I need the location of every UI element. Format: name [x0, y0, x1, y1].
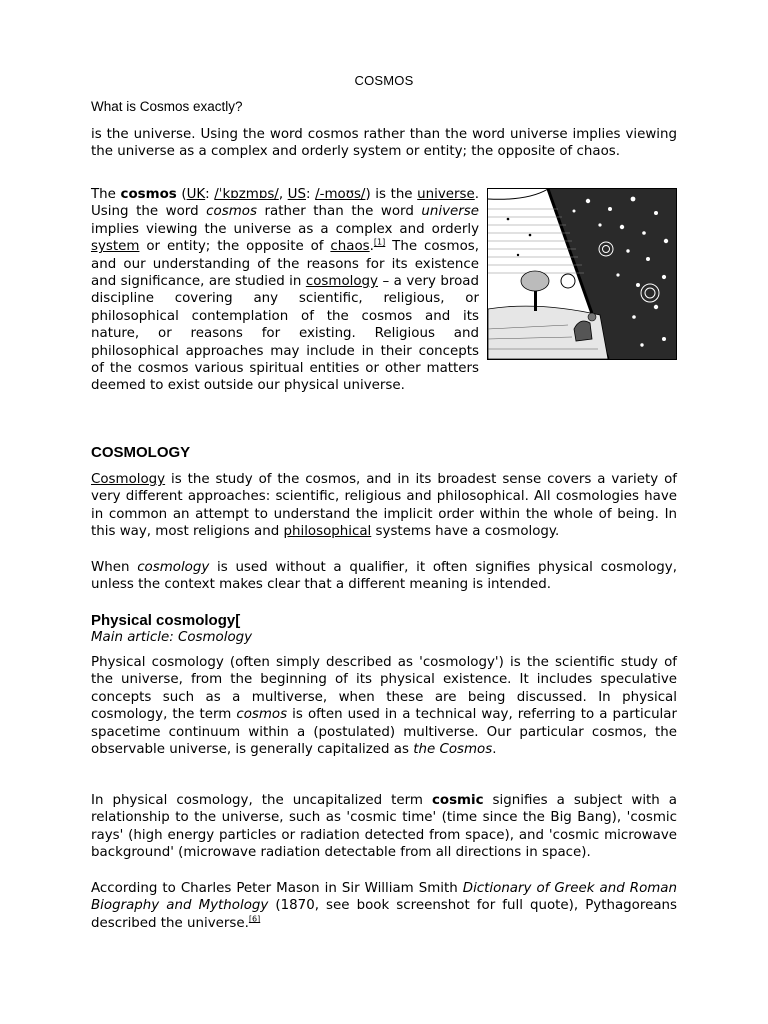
- chaos-link[interactable]: chaos: [330, 239, 370, 255]
- paragraph-text: is the study of the cosmos, and in its broadest sense covers a variety of very different approaches: scientific, religious and philosophical. All cosmologies have in common an attempt to understand the implicit order within the whole of being. In this way, most religions and: [91, 472, 677, 540]
- cosmology-heading: COSMOLOGY: [91, 444, 191, 461]
- cosmology-paragraph: [91, 471, 677, 541]
- definition-text: :: [305, 187, 316, 202]
- mason-paragraph: [91, 880, 677, 932]
- the-cosmos-italic: the Cosmos: [413, 742, 493, 758]
- definition-text: (: [176, 187, 187, 202]
- paragraph-text: When: [91, 560, 138, 575]
- definition-text: or entity; the opposite of: [139, 239, 331, 255]
- us-pronunciation-link[interactable]: /-moʊs/: [315, 187, 366, 202]
- paragraph-text: signifies a subject with a relationship to the universe, such as 'cosmic time' (time since the Big Bang), 'cosmic rays' (high energy particles or radiation detected from space), and 'cosmic microwave background' (microwave radiation detectable from all directions in space).: [91, 793, 677, 861]
- physical-cosmology-paragraph: [91, 654, 677, 758]
- cosmos-italic: cosmos: [236, 707, 288, 723]
- definition-text: ,: [278, 187, 288, 202]
- definition-text: ) is the: [365, 187, 418, 202]
- cosmic-paragraph: [91, 792, 677, 862]
- reference-1-link[interactable]: [1]: [373, 237, 386, 247]
- definition-text: rather than the word: [256, 204, 422, 220]
- cosmology-italic: cosmology: [137, 560, 210, 575]
- paragraph-text: is used without a qualifier, it often signifies physical cosmology, unless the context makes clear that a different meaning is intended.: [91, 560, 677, 593]
- cosmic-bold: cosmic: [431, 793, 484, 808]
- definition-text: The: [91, 187, 121, 202]
- dictionary-title-italic: Dictionary of Greek and Roman Biography and Mythology: [91, 881, 678, 914]
- qualifier-paragraph: [91, 559, 677, 594]
- cosmos-italic: cosmos: [206, 204, 257, 220]
- physical-cosmology-heading: Physical cosmology[: [91, 612, 241, 629]
- universe-link[interactable]: universe: [417, 187, 475, 202]
- system-link[interactable]: system: [91, 239, 140, 255]
- paragraph-text: According to Charles Peter Mason in Sir William Smith: [91, 881, 463, 896]
- paragraph-text: systems have a cosmology.: [371, 524, 560, 540]
- definition-text: The cosmos, and our understanding of the reasons for its existence and significance, are studied in: [91, 239, 479, 290]
- us-link[interactable]: US: [287, 187, 306, 202]
- flammarion-engraving-image: [487, 188, 677, 360]
- cosmology-link[interactable]: cosmology: [305, 274, 378, 290]
- uk-pronunciation-link[interactable]: /ˈkɒzmɒs/: [214, 187, 279, 202]
- cosmos-term: cosmos: [120, 187, 177, 202]
- document-title: COSMOS: [354, 73, 414, 88]
- definition-text: .: [369, 239, 374, 255]
- definition-text: – a very broad discipline covering any scientific, religious, or philosophical contemplation of the cosmos and its nature, or reasons for existing. Religious and philosophical approaches may include in their concepts of the cosmos various spiritual entities or other matters deemed to exist outside our physical universe.: [91, 274, 479, 394]
- paragraph-text: (1870, see book screenshot for full quote), Pythagoreans described the universe.: [91, 898, 677, 931]
- definition-text: . Using the word: [91, 187, 479, 220]
- main-article-note: Main article: Cosmology: [91, 630, 253, 645]
- paragraph-text: is often used in a technical way, referring to a particular spacetime continuum within a (postulated) multiverse. Our particular cosmos, the observable universe, is generally capitalized as: [91, 707, 677, 758]
- universe-italic: universe: [421, 204, 479, 220]
- definition-text: implies viewing the universe as a complex and orderly: [91, 221, 479, 237]
- paragraph-text: In physical cosmology, the uncapitalized term: [91, 793, 432, 808]
- cosmology-article-link[interactable]: Cosmology: [91, 472, 166, 487]
- definition-paragraph: [91, 186, 677, 395]
- definition-text: :: [205, 187, 215, 202]
- question-line: What is Cosmos exactly?: [91, 99, 243, 114]
- uk-link[interactable]: UK: [186, 187, 206, 202]
- paragraph-text: .: [492, 742, 497, 758]
- philosophical-link[interactable]: philosophical: [283, 524, 372, 540]
- paragraph-text: Physical cosmology (often simply described as 'cosmology') is the scientific study of the universe, from the beginning of its physical existence. It includes speculative concepts such as a multiverse, when these are being discussed. In physical cosmology, the term: [91, 655, 677, 723]
- reference-6-link[interactable]: [6]: [248, 914, 261, 924]
- intro-paragraph: is the universe. Using the word cosmos rather than the word universe implies viewing the universe as a complex and orderly system or entity; the opposite of chaos.: [91, 127, 677, 160]
